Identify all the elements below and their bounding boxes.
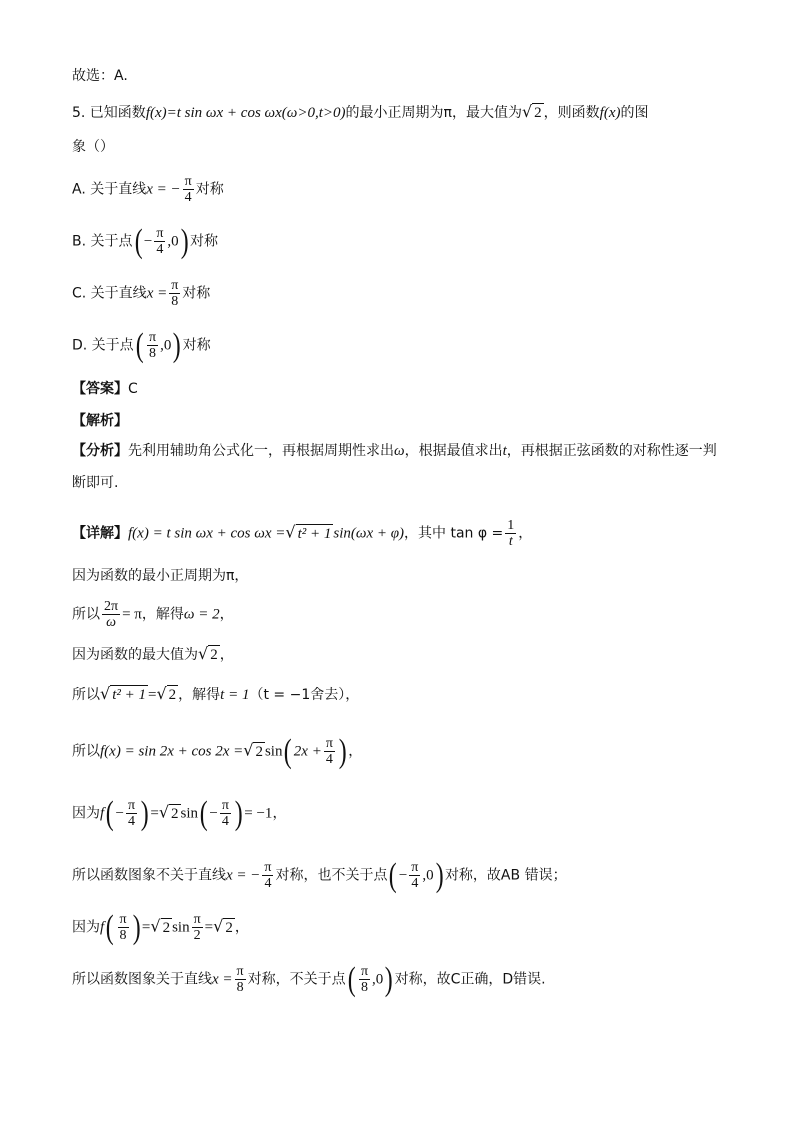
detail-label: 【详解】 — [72, 525, 128, 542]
math-expression: ,0 — [160, 337, 172, 354]
line-text: 先利用辅助角公式化一，再根据周期性求出 — [128, 443, 394, 459]
math-expression: ,0 — [372, 971, 384, 988]
text-line — [72, 66, 128, 86]
math-expression: − — [209, 805, 218, 822]
left-paren: ( — [105, 908, 114, 946]
left-paren: ( — [284, 732, 293, 770]
math-expression: 2 — [168, 687, 177, 703]
line-text: ， — [272, 805, 287, 822]
sqrt-symbol: √ — [158, 802, 170, 822]
numerator: π — [149, 330, 157, 345]
line-text: 象（） — [72, 139, 114, 155]
math-expression: ,0 — [167, 233, 179, 250]
solution-step — [72, 856, 567, 894]
line-text: 对称 — [189, 233, 218, 250]
math-expression: f(x) = t sin ωx + cos ωx = — [128, 525, 286, 542]
line-text: ，则函数 — [543, 105, 600, 121]
option-b — [72, 222, 218, 260]
line-text: 对称，也不关于点 — [275, 867, 388, 884]
right-paren: ) — [132, 908, 141, 946]
question-5-line2 — [72, 137, 114, 157]
fraction — [118, 912, 129, 943]
analysis-heading — [72, 411, 128, 431]
sqrt-symbol: √ — [285, 522, 296, 542]
math-expression: x = — [146, 285, 168, 302]
line-text: 因为函数的最大值为 — [72, 647, 198, 663]
right-paren: ) — [140, 794, 149, 832]
numerator: π — [193, 912, 201, 927]
line-text: ，解得 — [178, 687, 221, 703]
option-a — [72, 174, 224, 205]
analysis-line1 — [72, 441, 717, 461]
denominator: 4 — [156, 242, 164, 257]
denominator: 8 — [360, 980, 368, 995]
left-paren: ( — [135, 326, 144, 364]
math-expression: 2x + — [293, 743, 322, 760]
denominator: 4 — [325, 752, 333, 767]
denominator: 4 — [128, 814, 135, 829]
denominator: 8 — [149, 346, 157, 361]
math-expression: f(x) — [599, 105, 621, 121]
solution-step — [72, 566, 248, 586]
math-expression: ω = 2 — [183, 606, 220, 623]
right-paren: ) — [384, 960, 393, 998]
numerator: 1 — [507, 518, 515, 533]
sqrt-symbol: √ — [150, 916, 161, 936]
sqrt-symbol: √ — [156, 684, 167, 703]
line-text: 所以 — [72, 687, 100, 703]
fraction — [324, 736, 335, 767]
line-text: 因为 — [72, 805, 100, 822]
option-d — [72, 326, 211, 364]
math-expression: x = — [212, 971, 233, 988]
left-paren: ( — [199, 794, 208, 832]
option-c — [72, 278, 210, 309]
numerator: π — [119, 912, 127, 927]
math-expression: 2 — [162, 919, 171, 936]
analysis-line2 — [72, 473, 118, 493]
sqrt-symbol: √ — [213, 916, 224, 936]
line-text: 所以 — [72, 606, 100, 623]
math-expression: = — [204, 919, 214, 936]
math-expression: t — [502, 443, 507, 459]
right-paren: ) — [435, 856, 444, 894]
line-text: 故选：A. — [72, 68, 128, 84]
fraction — [154, 226, 165, 257]
math-expression: sin — [180, 805, 199, 822]
line-text: ， — [518, 525, 533, 542]
line-text: 断即可. — [72, 475, 119, 491]
math-expression: = — [150, 805, 159, 822]
line-text: 的最小正周期为π，最大值为 — [345, 105, 522, 121]
denominator: 8 — [236, 980, 244, 995]
line-text: 所以 — [72, 743, 100, 760]
denominator: 4 — [184, 190, 192, 205]
line-text: ，其中 tan φ = — [404, 525, 504, 542]
fraction — [147, 330, 158, 361]
line-text: ， — [234, 919, 249, 936]
sqrt-symbol: √ — [243, 740, 254, 760]
line-text: 对称 — [182, 337, 211, 354]
left-paren: ( — [134, 222, 143, 260]
solution-step — [72, 684, 359, 705]
left-paren: ( — [105, 794, 114, 832]
sqrt-symbol: √ — [100, 684, 111, 703]
option-label: B. 关于点 — [72, 233, 133, 250]
fraction — [192, 912, 203, 943]
right-paren: ) — [173, 326, 181, 364]
math-expression: f — [100, 919, 105, 936]
math-expression: sin — [264, 743, 283, 760]
math-expression: x = − — [226, 867, 261, 884]
line-text: （t = −1舍去）， — [249, 687, 360, 703]
numerator: π — [264, 860, 272, 875]
math-expression: − — [115, 805, 124, 822]
math-expression: 2 — [255, 743, 263, 760]
denominator: 2 — [193, 928, 201, 943]
line-text: 所以函数图象不关于直线 — [72, 867, 226, 884]
line-text: 因为函数的最小正周期为π， — [72, 568, 249, 584]
math-expression: t² + 1 — [297, 525, 332, 542]
option-label: D. 关于点 — [72, 337, 134, 354]
line-text: 因为 — [72, 919, 100, 936]
numerator: π — [156, 226, 164, 241]
fraction — [235, 964, 246, 995]
solution-step — [72, 794, 287, 832]
solution-step — [72, 732, 363, 770]
sqrt-symbol: √ — [198, 644, 209, 663]
numerator: π — [221, 798, 229, 813]
line-text: 对称，故AB 错误； — [444, 867, 567, 884]
line-text: ，再根据正弦函数的对称性逐一判 — [506, 443, 717, 459]
analysis-label: 【解析】 — [72, 413, 128, 429]
option-label: A. 关于直线 — [72, 181, 147, 198]
option-label: C. 关于直线 — [72, 285, 147, 302]
line-text: ， — [348, 743, 363, 760]
numerator: π — [184, 174, 192, 189]
solution-step — [72, 644, 234, 665]
denominator: 4 — [264, 876, 272, 891]
line-text: ，解得 — [141, 606, 184, 623]
numerator: π — [236, 964, 244, 979]
math-expression: − — [143, 233, 153, 250]
denominator: ω — [106, 615, 116, 630]
right-paren: ) — [180, 222, 189, 260]
detail-line1 — [72, 518, 532, 549]
solution-step — [72, 960, 546, 998]
right-paren: ) — [234, 794, 243, 832]
math-expression: sin — [172, 919, 190, 936]
fraction — [220, 798, 231, 829]
math-expression: 2 — [171, 805, 179, 822]
line-text: 的图 — [620, 105, 649, 121]
line-text: 对称 — [182, 285, 211, 302]
denominator: t — [508, 534, 513, 549]
question-number: 5. 已知函数 — [72, 105, 146, 121]
math-expression: 2 — [210, 647, 218, 663]
line-text: ，根据最值求出 — [404, 443, 503, 459]
right-paren: ) — [338, 732, 347, 770]
math-expression: t = 1 — [220, 687, 250, 703]
line-text: 对称 — [195, 181, 224, 198]
line-text: ， — [219, 606, 234, 623]
math-expression: = — [148, 687, 157, 703]
numerator: π — [325, 736, 333, 751]
solution-step — [72, 599, 234, 630]
math-expression: ω — [394, 443, 405, 459]
question-5-line1 — [72, 102, 649, 123]
fraction — [169, 278, 180, 309]
math-expression: = — [141, 919, 151, 936]
fraction — [126, 798, 137, 829]
math-expression: f(x)=t sin ωx + cos ωx(ω>0,t>0) — [145, 105, 346, 121]
fraction — [183, 174, 194, 205]
math-expression: t² + 1 — [112, 687, 146, 703]
math-expression: sin(ωx + φ) — [333, 525, 405, 542]
numerator: 2π — [104, 599, 119, 614]
math-expression: = −1 — [244, 805, 273, 822]
math-expression: 2 — [534, 105, 542, 121]
analysis-sublabel: 【分析】 — [72, 443, 128, 459]
math-expression: − — [398, 867, 408, 884]
math-expression: ,0 — [422, 867, 434, 884]
answer-line — [72, 379, 138, 399]
denominator: 8 — [171, 294, 179, 309]
line-text: 对称，故C正确，D错误. — [394, 971, 546, 988]
sqrt-symbol: √ — [521, 102, 533, 121]
answer-label: 【答案】 — [72, 381, 128, 397]
fraction — [409, 860, 420, 891]
math-expression: 2 — [225, 919, 233, 936]
numerator: π — [127, 798, 136, 813]
solution-step — [72, 908, 249, 946]
line-text: ， — [219, 647, 234, 663]
denominator: 8 — [119, 928, 127, 943]
numerator: π — [411, 860, 419, 875]
fraction — [102, 599, 120, 630]
fraction — [505, 518, 516, 549]
math-expression: f — [100, 805, 105, 822]
fraction — [359, 964, 370, 995]
math-expression: x = − — [146, 181, 181, 198]
math-expression: = π — [122, 606, 142, 623]
numerator: π — [171, 278, 179, 293]
math-expression: f(x) = sin 2x + cos 2x = — [100, 743, 244, 760]
left-paren: ( — [389, 856, 398, 894]
fraction — [262, 860, 273, 891]
line-text: 对称，不关于点 — [247, 971, 346, 988]
denominator: 4 — [221, 814, 229, 829]
numerator: π — [360, 964, 369, 979]
left-paren: ( — [347, 960, 356, 998]
line-text: 所以函数图象关于直线 — [72, 971, 212, 988]
denominator: 4 — [411, 876, 419, 891]
answer-value: C — [128, 381, 138, 397]
